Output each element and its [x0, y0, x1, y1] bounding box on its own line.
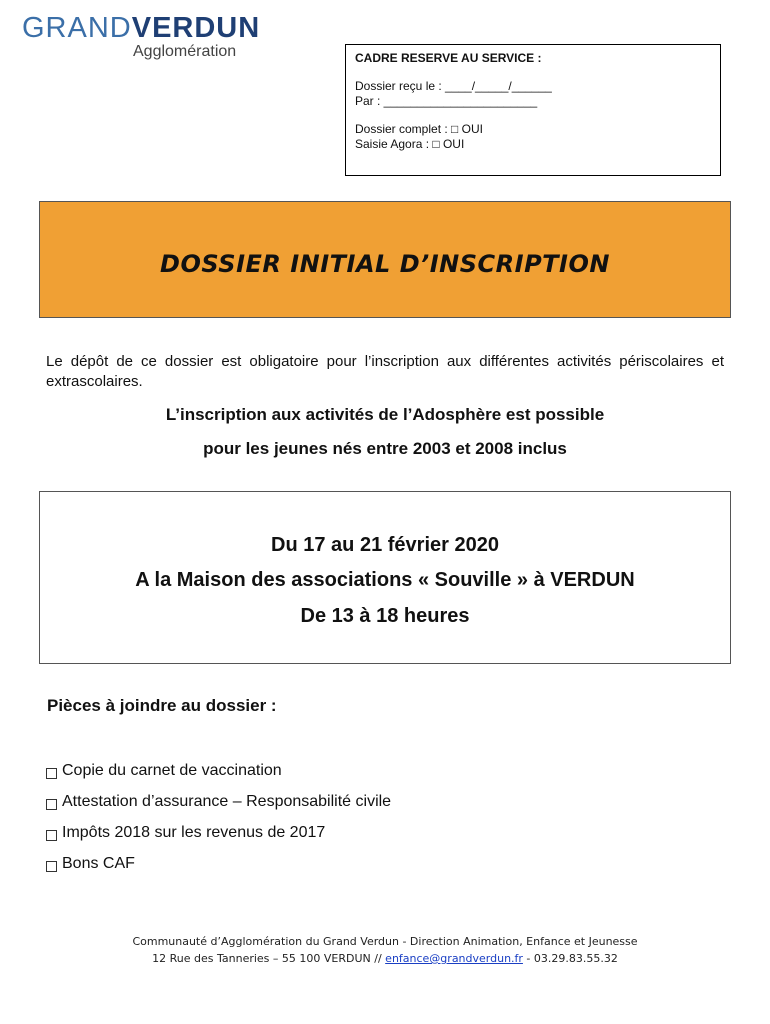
footer-address: 12 Rue des Tanneries – 55 100 VERDUN // [152, 952, 386, 965]
received-date-field: Dossier reçu le : ____/_____/______ [355, 79, 552, 93]
agora-entry-field: Saisie Agora : □ OUI [355, 137, 465, 151]
footer-contact [0, 950, 770, 967]
documents-list [46, 762, 391, 886]
checkbox-icon [46, 830, 57, 841]
title-banner [39, 201, 731, 318]
service-box-title: CADRE RESERVE AU SERVICE : [355, 51, 542, 65]
dossier-complete-field: Dossier complet : □ OUI [355, 122, 483, 136]
footer-phone: - 03.29.83.55.32 [522, 952, 618, 965]
email-link[interactable]: enfance@grandverdun.fr [385, 952, 523, 965]
list-item-label: Attestation d’assurance – Responsabilité civile [62, 793, 392, 810]
registration-info-box [39, 491, 731, 664]
list-item [46, 762, 391, 793]
list-item-label: Copie du carnet de vaccination [62, 762, 282, 779]
eligibility-line-1: L’inscription aux activités de l’Adosphère est possible [165, 405, 605, 424]
logo-wordmark [22, 14, 260, 43]
list-item [46, 855, 391, 886]
documents-title: Pièces à joindre au dossier : [47, 696, 277, 715]
eligibility-line-2: pour les jeunes nés entre 2003 et 2008 inclus [203, 439, 567, 458]
list-item [46, 824, 391, 855]
checkbox-icon [46, 799, 57, 810]
checkbox-icon [46, 861, 57, 872]
list-item [46, 793, 391, 824]
logo [22, 12, 261, 60]
footer [0, 933, 770, 967]
footer-organization: Communauté d’Agglomération du Grand Verdun - Direction Animation, Enfance et Jeunesse [132, 935, 638, 948]
logo-grand: GRAND [22, 12, 132, 44]
received-by-field: Par : _______________________ [355, 94, 538, 108]
list-item-label: Bons CAF [62, 855, 135, 872]
registration-place: A la Maison des associations « Souville » à VERDUN [135, 569, 635, 591]
list-item-label: Impôts 2018 sur les revenus de 2017 [62, 824, 326, 841]
logo-subtitle: Agglomération [133, 43, 237, 60]
logo-verdun: VERDUN [131, 12, 261, 44]
intro-paragraph: Le dépôt de ce dossier est obligatoire pour l’inscription aux différentes activités périscolaires et extrascolaires. [46, 353, 724, 390]
registration-dates: Du 17 au 21 février 2020 [271, 534, 499, 556]
checkbox-icon [46, 768, 57, 779]
registration-hours: De 13 à 18 heures [300, 605, 470, 627]
document-title: DOSSIER INITIAL D’INSCRIPTION [160, 249, 610, 278]
service-reserved-box [345, 44, 721, 176]
